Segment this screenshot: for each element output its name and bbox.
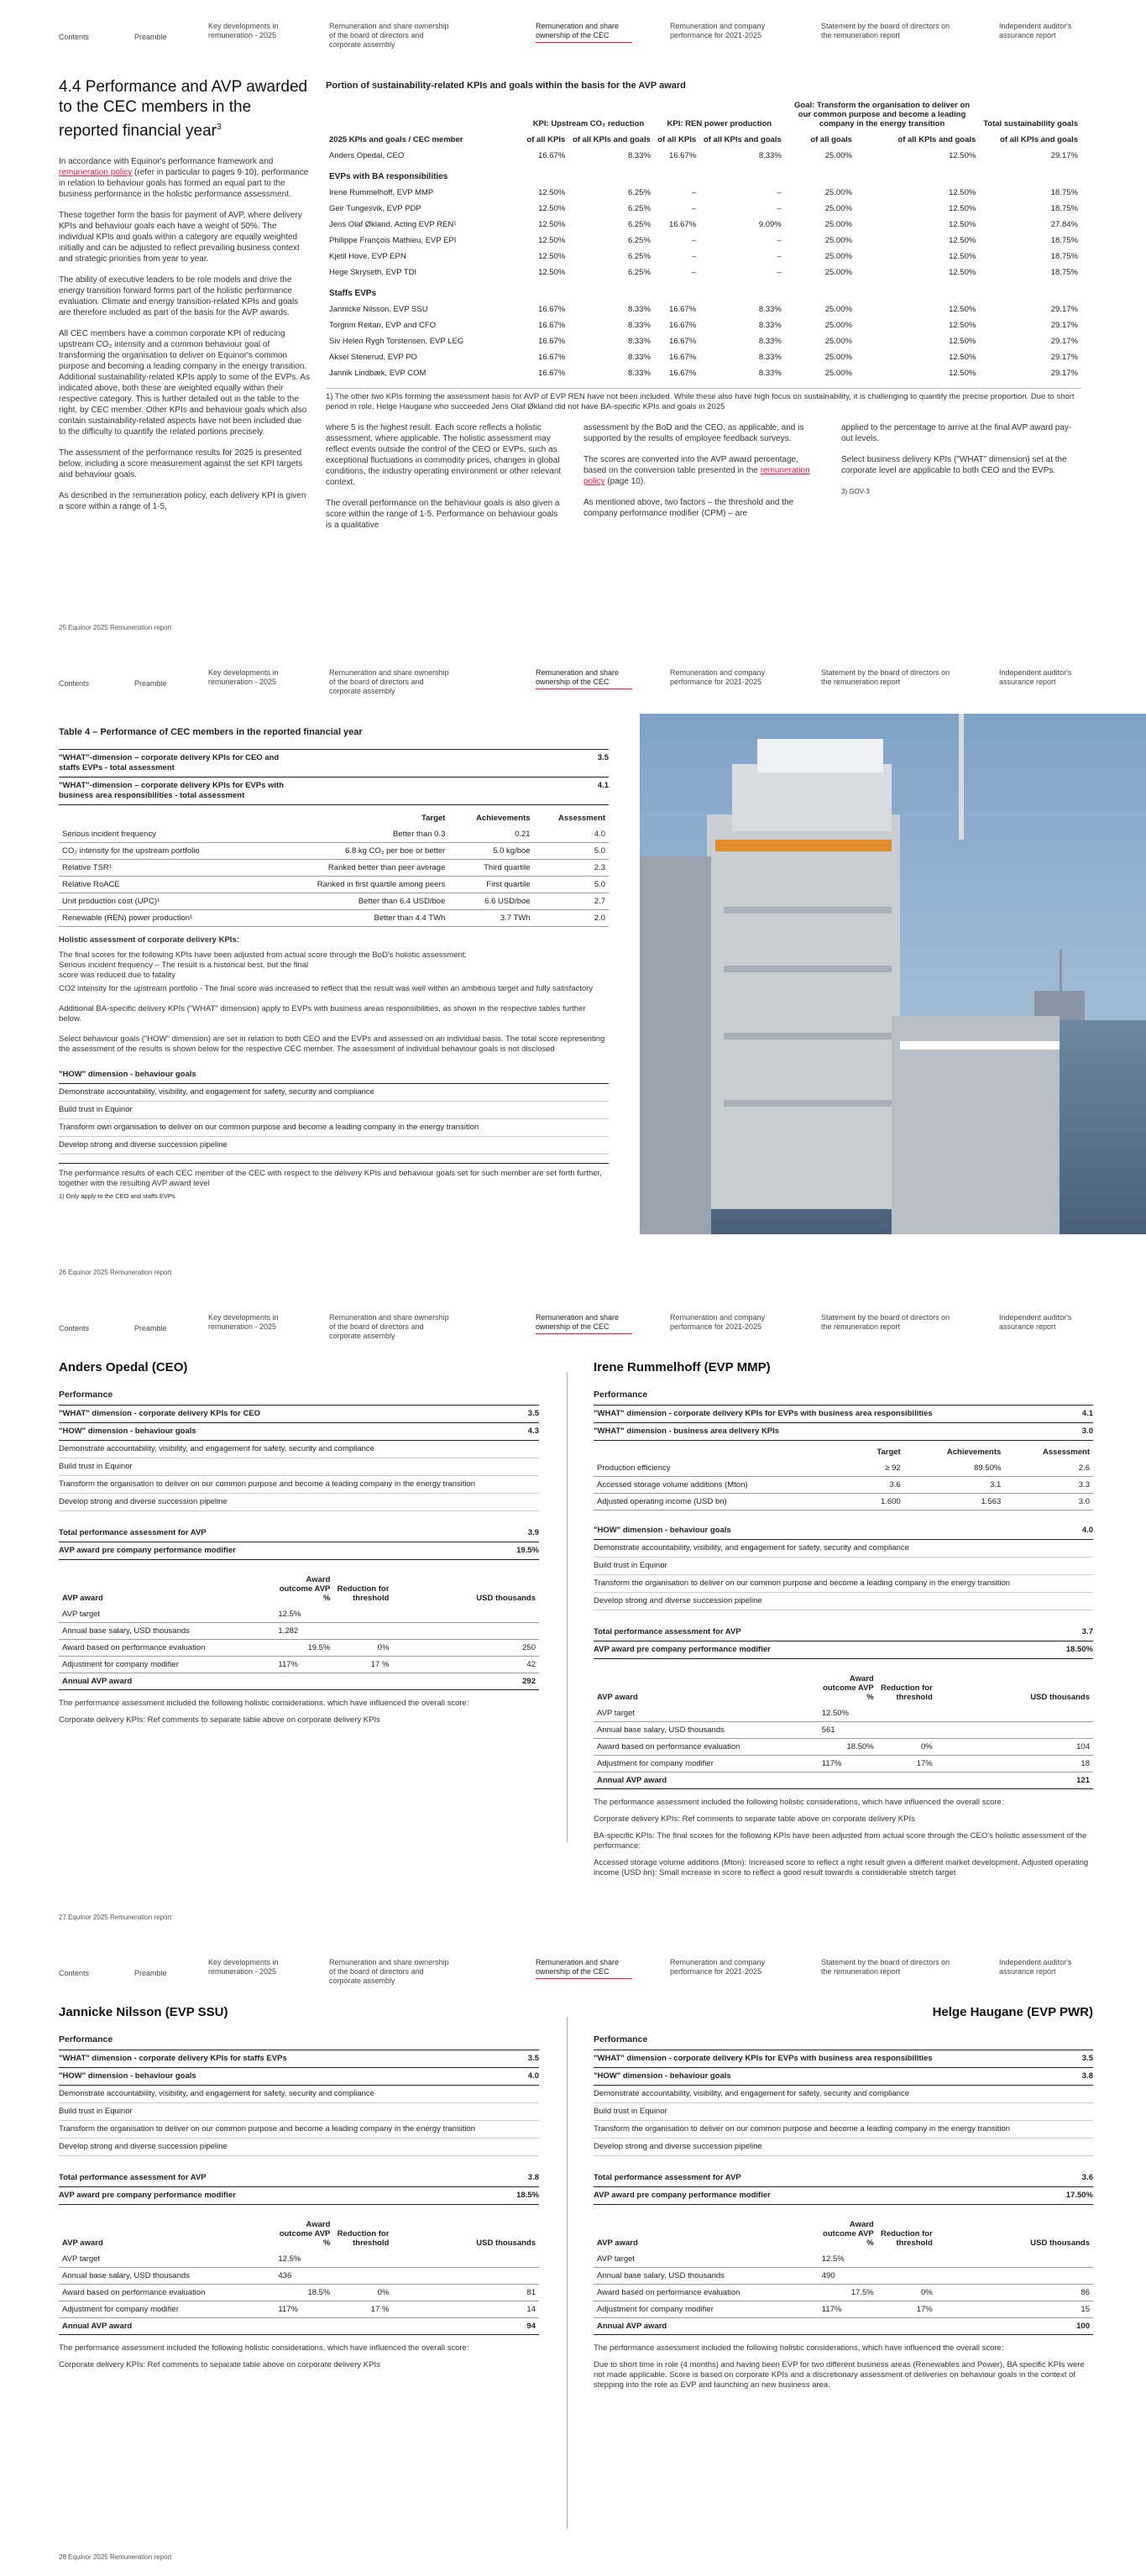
table-cell: 2.0	[534, 910, 609, 927]
total-assessment-row: Total performance assessment for AVP 3.7	[594, 1624, 1093, 1641]
table-cell: 6.8 kg CO₂ per boe or better	[260, 843, 448, 860]
table-cell: 9.09%	[758, 220, 782, 229]
table-row	[326, 185, 1081, 201]
table-cell: 16.67%	[538, 305, 566, 314]
table-cell: 16.67%	[668, 305, 697, 314]
table-cell: 8.33%	[758, 321, 782, 330]
nav-preamble[interactable]: Preamble	[134, 1324, 167, 1333]
table-row	[326, 264, 1081, 280]
table-cell: 16.67%	[538, 321, 566, 330]
table-cell: 12.50%	[538, 252, 566, 261]
intro-text: In accordance with Equinor's performance framework and remuneration policy (refer in particular to pages 9-10), performance in relation to behaviour goals has formed an equal part to the business performance in the holistic performance assessment. These together form the basis for payment of AVP, where delivery KPIs and behaviour goals each have a weight of 50%. The individual KPIs and goals within a category are equally weighted initially and can be adjusted to reflect prevailing business context and strategic priorities from year to year. The ability of executive leaders to be role models and drive the energy transition forward forms part of the holistic performance evaluation. Climate and energy transition-related KPIs and goals are therefore included as part of the basis for the AVP awards. All CEC members have a common corporate KPI of reducing upstream CO₂ intensity and a common behaviour goal of transforming the organisation to deliver on Equinor's common purpose and becoming a leading company in the energy transition. Additional sustainability-related KPIs apply to some of the EVPs. As indicated above, both these are weighted equally within their respective category. This is further detailed out in the table to the right, by CEC member. Other KPIs and behaviour goals which also contain sustainability-related aspects have not been included due to the difficulty to quantify the related portions precisely. The assessment of the performance results for 2025 is presented below, including a score measurement against the set KPI targets and behaviour goals. As described in the remuneration policy, each delivery KPI is given a score within a range of 1-5,	[59, 157, 311, 512]
how-dimension-row: "HOW" dimension - behaviour goals 3.8	[594, 2068, 1093, 2086]
table-cell: –	[691, 236, 697, 245]
table-cell: 25.00%	[824, 151, 852, 160]
nav-board-remuneration[interactable]: Remuneration and share ownership of the board of directors and corporate assembly	[329, 668, 449, 695]
left-column	[59, 77, 311, 522]
avp-target-row: AVP target 12.5%	[594, 2251, 1093, 2268]
performance-award-row: Award based on performance evaluation 17.5% 0% 86	[594, 2285, 1093, 2301]
annual-avp-row: Annual AVP award 292	[59, 1673, 539, 1690]
table-cell: 6.25%	[627, 188, 651, 197]
table-cell: 8.33%	[627, 305, 651, 314]
table-cell: 12.50%	[949, 305, 976, 314]
offshore-platform-photo	[640, 714, 1146, 1234]
remuneration-policy-link[interactable]: remuneration policy	[59, 168, 133, 178]
avp-target-row: AVP target 12.50%	[594, 1705, 1093, 1722]
table-row	[59, 893, 609, 910]
table-cell: 12.50%	[949, 204, 976, 213]
holistic-intro: The performance assessment included the following holistic considerations, which have influenced the overall score:	[59, 1699, 469, 1708]
table-cell: 29.17%	[1050, 337, 1078, 346]
person-name: Jannicke Nilsson (EVP SSU)	[59, 2005, 228, 2019]
nav-board-statement[interactable]: Statement by the board of directors on the remuneration report	[821, 1958, 950, 1976]
page-number: 25 Equinor 2025 Remuneration report	[59, 624, 172, 631]
table-cell: Kjetil Hove, EVP EPN	[329, 252, 406, 261]
nav-preamble[interactable]: Preamble	[134, 1969, 167, 1977]
table-cell: 8.33%	[627, 369, 651, 378]
table-footnote: 1) The other two KPIs forming the assessment basis for AVP of EVP REN have not been included. While these also have high focus on sustainability, it is challenging to quantify the precise proportion. Due to short period in role, Helge Haugane who succeeded Jens Olaf Økland did not have BA-specific KPIs and goals in 2025	[326, 388, 1081, 412]
avp-award-table: AVP award Award outcome AVP % Reduction for threshold USD thousands AVP target 12.50% Annual base salary, USD thousands 561 Award based on performance evaluation 18.50% 0% 104 Adjustment for company modifier 117% 17% 18 Annual AVP award 121	[594, 1671, 1093, 1789]
behaviour-goal: Demonstrate accountability, visibility, and engagement for safety, security and compliance	[594, 1540, 1093, 1558]
table-cell: 8.33%	[758, 151, 782, 160]
report-page-28	[0, 1936, 1146, 2576]
table-cell: 12.50%	[949, 268, 976, 277]
holistic-intro: The performance assessment included the following holistic considerations, which have influenced the overall score:	[594, 1798, 1004, 1807]
behaviour-goal: Build trust in Equinor	[594, 2103, 1093, 2121]
total-assessment-row: Total performance assessment for AVP 3.6	[594, 2170, 1093, 2187]
performance-heading: Performance	[59, 1390, 113, 1400]
table-cell: CO₂ intensity for the upstream portfolio	[59, 843, 260, 860]
column-divider	[567, 2017, 568, 2529]
table-cell: 29.17%	[1050, 321, 1078, 330]
table-cell: 12.50%	[949, 151, 976, 160]
table-cell: Serious incident frequency	[59, 826, 260, 843]
table-cell: 25.00%	[824, 204, 852, 213]
table-cell: 12.50%	[949, 353, 976, 362]
table-cell: 25.00%	[824, 369, 852, 378]
table-cell: Ranked better than peer average	[260, 860, 448, 877]
nav-board-remuneration[interactable]: Remuneration and share ownership of the board of directors and corporate assembly	[329, 1958, 449, 1985]
table-title: Table 4 – Performance of CEC members in the reported financial year	[59, 727, 363, 737]
behaviour-goal	[59, 1102, 609, 1119]
table-row: Accessed storage volume additions (Mton) 3.6 3.1 3.3	[594, 1477, 1093, 1494]
table-row	[326, 233, 1081, 249]
nav-auditor-report[interactable]: Independent auditor's assurance report	[999, 1313, 1072, 1331]
nav-contents[interactable]: Contents	[59, 1969, 90, 1977]
table-cell: Better than 6.4 USD/boe	[260, 893, 448, 910]
table-cell: 2.3	[534, 860, 609, 877]
table-cell: Philippe François Mathieu, EVP EPI	[329, 236, 457, 245]
salary-row: Annual base salary, USD thousands 561	[594, 1722, 1093, 1739]
nav-board-statement[interactable]: Statement by the board of directors on the remuneration report	[821, 1313, 950, 1331]
report-page-25	[0, 0, 1146, 647]
behaviour-goal: Build trust in Equinor	[594, 1558, 1093, 1575]
behaviour-goal	[59, 1084, 609, 1102]
nav-preamble[interactable]: Preamble	[134, 679, 167, 688]
table-cell: 12.50%	[538, 188, 566, 197]
table-cell: –	[777, 252, 782, 261]
salary-row: Annual base salary, USD thousands 436	[59, 2268, 539, 2285]
performance-heading: Performance	[594, 2034, 648, 2045]
table-cell: 18.75%	[1050, 188, 1078, 197]
table-row	[326, 201, 1081, 217]
table-cell: Torgrim Reitan, EVP and CFO	[329, 321, 437, 330]
how-dimension-row: "HOW" dimension - behaviour goals 4.0	[59, 2068, 539, 2086]
nav-board-remuneration[interactable]: Remuneration and share ownership of the board of directors and corporate assembly	[329, 1313, 449, 1340]
annual-avp-row: Annual AVP award 94	[59, 2318, 539, 2335]
table-cell: 25.00%	[824, 236, 852, 245]
table-cell: 3.7 TWh	[448, 910, 533, 927]
top-navigation	[59, 1958, 1129, 1983]
what-dimension-row: "WHAT" dimension - corporate delivery KPIs for staffs EVPs 3.5	[59, 2050, 539, 2068]
performance-heading: Performance	[594, 1390, 648, 1400]
avp-target-row: AVP target 12.5%	[59, 2251, 539, 2268]
holistic-note: Corporate delivery KPIs: Ref comments to separate table above on corporate delivery KPIs	[59, 2360, 380, 2369]
table-cell: 18.75%	[1050, 236, 1078, 245]
table-row	[326, 148, 1081, 164]
table-cell: 18.75%	[1050, 204, 1078, 213]
what-dimension-row: "WHAT" dimension - corporate delivery KPIs for EVPs with business area responsibilities 4.1	[594, 1405, 1093, 1423]
nav-key-developments[interactable]: Key developments in remuneration - 2025	[208, 668, 279, 686]
modifier-row: Adjustment for company modifier 117% 17% 18	[594, 1756, 1093, 1772]
table-cell: First quartile	[448, 877, 533, 893]
table-cell: 25.00%	[824, 353, 852, 362]
table-cell: 12.50%	[949, 369, 976, 378]
table-cell: –	[777, 236, 782, 245]
annual-avp-row: Annual AVP award 121	[594, 1772, 1093, 1789]
nav-board-remuneration[interactable]: Remuneration and share ownership of the board of directors and corporate assembly	[329, 22, 449, 49]
nav-key-developments[interactable]: Key developments in remuneration - 2025	[208, 22, 279, 39]
table-cell: 16.67%	[668, 369, 697, 378]
table-cell: 12.50%	[538, 220, 566, 229]
table-cell: 18.75%	[1050, 268, 1078, 277]
person-name: Anders Opedal (CEO)	[59, 1360, 188, 1374]
holistic-intro: The performance assessment included the following holistic considerations, which have influenced the overall score:	[594, 2343, 1004, 2353]
performance-award-row: Award based on performance evaluation 18.50% 0% 104	[594, 1739, 1093, 1756]
table-cell: Aksel Stenerud, EVP PO	[329, 353, 417, 362]
nav-cec-remuneration[interactable]: Remuneration and share ownership of the CEC	[536, 22, 632, 43]
table-cell: Geir Tungesvik, EVP PDP	[329, 204, 421, 213]
table-cell: 25.00%	[824, 252, 852, 261]
table-cell: Relative TSR¹	[59, 860, 260, 877]
table-row: Adjusted operating income (USD bn) 1.600 1.563 3.0	[594, 1494, 1093, 1511]
page-number: 27 Equinor 2025 Remuneration report	[59, 1914, 172, 1921]
table-cell: 25.00%	[824, 268, 852, 277]
behaviour-goal: Build trust in Equinor	[59, 1458, 539, 1476]
table-cell: 16.67%	[668, 220, 697, 229]
table-row	[326, 301, 1081, 317]
modifier-row: Adjustment for company modifier 117% 17% 15	[594, 2301, 1093, 2318]
behaviour-goal: Develop strong and diverse succession pipeline	[59, 1494, 539, 1511]
behaviour-goal	[59, 1137, 609, 1154]
avp-award-table: AVP award Award outcome AVP % Reduction for threshold USD thousands AVP target 12.5% Annual base salary, USD thousands 490 Award based on performance evaluation 17.5% 0% 86 Adjustment for company modifier 117% 17% 15 Annual AVP award 100	[594, 2217, 1093, 2335]
policy-link-2[interactable]: remuneration policy	[583, 466, 810, 486]
table-row	[59, 877, 609, 893]
how-dimension-row: "HOW" dimension - behaviour goals 4.3	[59, 1423, 539, 1441]
performance-award-row: Award based on performance evaluation 19.5% 0% 250	[59, 1640, 539, 1657]
table-cell: Hege Skryseth, EVP TDI	[329, 268, 417, 277]
table-cell: 8.33%	[758, 369, 782, 378]
table-cell: 25.00%	[824, 337, 852, 346]
table-cell: Jannik Lindbæk, EVP COM	[329, 369, 426, 378]
nav-contents[interactable]: Contents	[59, 33, 90, 41]
table-cell: 16.67%	[668, 353, 697, 362]
top-navigation	[59, 22, 1129, 47]
nav-contents[interactable]: Contents	[59, 679, 90, 688]
table-cell: 16.67%	[538, 353, 566, 362]
table-cell: 8.33%	[627, 337, 651, 346]
nav-auditor-report[interactable]: Independent auditor's assurance report	[999, 22, 1072, 39]
table-cell: 25.00%	[824, 305, 852, 314]
table-cell: 2.7	[534, 893, 609, 910]
table-cell: 29.17%	[1050, 305, 1078, 314]
total-assessment-row: Total performance assessment for AVP 3.8	[59, 2170, 539, 2187]
report-page-27	[0, 1291, 1146, 1936]
table-cell: 5.0 kg/boe	[448, 843, 533, 860]
table-cell: 29.17%	[1050, 151, 1078, 160]
top-navigation	[59, 1313, 1129, 1338]
table-row	[59, 910, 609, 927]
table-title: Portion of sustainability-related KPIs and goals within the basis for the AVP award	[326, 81, 686, 91]
table-cell: 8.33%	[758, 353, 782, 362]
goal-text: Demonstrate accountability, visibility, and engagement for safety, security and compliance	[59, 1087, 374, 1097]
table-cell: 0.21	[448, 826, 533, 843]
table-cell: Anders Opedal, CEO	[329, 151, 405, 160]
table-cell: 12.50%	[949, 337, 976, 346]
table-cell: –	[777, 188, 782, 197]
helge-card	[594, 2005, 1093, 2390]
nav-company-performance[interactable]: Remuneration and company performance for 2021-2025	[670, 1313, 766, 1331]
person-name: Helge Haugane (EVP PWR)	[932, 2005, 1093, 2019]
table-cell: Third quartile	[448, 860, 533, 877]
page-number: 26 Equinor 2025 Remuneration report	[59, 1269, 172, 1276]
table-cell: 12.50%	[949, 321, 976, 330]
nav-company-performance[interactable]: Remuneration and company performance for 2021-2025	[670, 1958, 766, 1976]
table-cell: 29.17%	[1050, 353, 1078, 362]
table-cell: 6.25%	[627, 268, 651, 277]
nav-key-developments[interactable]: Key developments in remuneration - 2025	[208, 1313, 279, 1331]
table-cell: 6.25%	[627, 252, 651, 261]
table-cell: 6.25%	[627, 236, 651, 245]
holistic-note: Accessed storage volume additions (Mton): Increased score to reflect a right result given a different market development. Adjusted operating income (USD bn): Small increase in score to reflect a good result towards a considerable stretch target	[594, 1858, 1089, 1877]
what-dimension-row: "WHAT" dimension - corporate delivery KPIs for EVPs with business area responsibilities 3.5	[594, 2050, 1093, 2068]
table-cell: –	[691, 252, 697, 261]
cpm-row: AVP award pre company performance modifier 19.5%	[59, 1542, 539, 1560]
text-col-4: applied to the percentage to arrive at the final AVP award pay-out levels. Select business delivery KPIs ("WHAT" dimension) set at the corporate level are applicable to both CEO and the EVPs. 3) GOV-3	[841, 423, 1072, 495]
ba-dimension-row: "WHAT" dimension - business area delivery KPIs 3.0	[594, 1423, 1093, 1441]
avp-award-table: AVP award Award outcome AVP % Reduction for threshold USD thousands AVP target 12.5% Annual base salary, USD thousands 1,282 Award based on performance evaluation 19.5% 0% 250 Adjustment for company modifier 117% 17 % 42 Annual AVP award 292	[59, 1572, 539, 1690]
table-cell: 5.0	[534, 843, 609, 860]
holistic-note: Corporate delivery KPIs: Ref comments to separate table above on corporate delivery KPIs	[594, 1814, 915, 1824]
table-cell: 4.0	[534, 826, 609, 843]
table-cell: 16.67%	[538, 337, 566, 346]
total-assessment-row: Total performance assessment for AVP 3.9	[59, 1525, 539, 1542]
nav-board-statement[interactable]: Statement by the board of directors on the remuneration report	[821, 22, 950, 39]
table-cell: Renewable (REN) power production¹	[59, 910, 260, 927]
modifier-row: Adjustment for company modifier 117% 17 % 42	[59, 1657, 539, 1673]
table-cell: 29.17%	[1050, 369, 1078, 378]
table-cell: Irene Rummelhoff, EVP MMP	[329, 188, 434, 197]
nav-cec-remuneration[interactable]: Remuneration and share ownership of the CEC	[536, 1958, 632, 1979]
table-cell: 8.33%	[758, 337, 782, 346]
nav-cec-remuneration[interactable]: Remuneration and share ownership of the CEC	[536, 668, 632, 689]
nav-auditor-report[interactable]: Independent auditor's assurance report	[999, 1958, 1072, 1976]
table-cell: 16.67%	[538, 369, 566, 378]
ba-kpi-table: Target Achievements Assessment Production efficiency ≥ 92 89.50% 2.6 Accessed storage volume additions (Mton) 3.6 3.1 3.3 Adjusted operating income (USD bn) 1.600 1.563 3.0	[594, 1444, 1093, 1511]
table-cell: Siv Helen Rygh Torstensen, EVP LEG	[329, 337, 464, 346]
annual-avp-row: Annual AVP award 100	[594, 2318, 1093, 2335]
holistic-note: BA-specific KPIs: The final scores for the following KPIs have been adjusted from actual score through the CEO's holistic assessment of the performance:	[594, 1831, 1087, 1851]
table-cell: –	[691, 188, 697, 197]
behaviour-goal: Develop strong and diverse succession pipeline	[594, 2139, 1093, 2156]
table-cell: 12.50%	[949, 188, 976, 197]
behaviour-goal: Transform the organisation to deliver on our common purpose and become a leading company in the energy transition	[59, 2121, 539, 2139]
behaviour-goal: Demonstrate accountability, visibility, and engagement for safety, security and compliance	[59, 2086, 539, 2103]
what-dimension-row: "WHAT" dimension - corporate delivery KPIs for CEO 3.5	[59, 1405, 539, 1423]
table-cell: 12.50%	[949, 220, 976, 229]
table-cell: 12.50%	[949, 252, 976, 261]
behaviour-goal: Build trust in Equinor	[59, 2103, 539, 2121]
section-title: 4.4 Performance and AVP awarded to the CEC members in the reported financial year$^3$	[59, 78, 308, 140]
table-row	[326, 333, 1081, 349]
goal-text: Develop strong and diverse succession pipeline	[59, 1140, 228, 1149]
table-cell: –	[777, 268, 782, 277]
sustainability-kpi-table: Portion of sustainability-related KPIs and goals within the basis for the AVP award KPI: Upstream CO₂ reduction KPI: REN power production Goal: Transform the organisation to deliver on our common purpose and become a leading company in the energy transition Total sustainability goals 2025 KPIs and goals / CEC member of all KPIs of all KPIs and goals of all KPIs of all KPIs and goals of all goals of all KPIs and goals of all KPIs and goals Anders Opedal, CEO 16.67% 8.33% 16.67% 8.33% 25.00% 12.50% 29.17% EVPs with BA responsibilities Irene Rummelhoff, EVP MMP 12.50% 6.25% – – 25.00% 12.50% 18.75% Geir Tungesvik, EVP PDP 12.50% 6.25% – – 25.00% 12.50% 18.75% Jens Olaf Økland, Acting EVP REN¹ 12.50% 6.25% 16.67% 9.09% 25.00% 12.50% 27.84% Philippe François Mathieu, EVP EPI 12.50% 6.25% – – 25.00% 12.50% 18.75% Kjetil Hove, EVP EPN 12.50% 6.25% – – 25.00% 12.50% 18.75% Hege Skryseth, EVP TDI 12.50% 6.25% – – 25.00% 12.50% 18.75% Staffs EVPs Jannicke Nilsson, EVP SSU 16.67% 8.33% 16.67% 8.33% 25.00% 12.50% 29.17% Torgrim Reitan, EVP and CFO 16.67% 8.33% 16.67% 8.33% 25.00% 12.50% 29.17% Siv Helen Rygh Torstensen, EVP LEG 16.67% 8.33% 16.67% 8.33% 25.00% 12.50% 29.17% Aksel Stenerud, EVP PO 16.67% 8.33% 16.67% 8.33% 25.00% 12.50% 29.17% Jannik Lindbæk, EVP COM 16.67% 8.33% 16.67% 8.33% 25.00% 12.50% 29.17% 1) The other two KPIs forming the assessment basis for AVP of EVP REN have not been included. While these also have high focus on sustainability, it is challenging to quantify the precise proportion. Due to short period in role, Helge Haugane who succeeded Jens Olaf Økland did not have BA-specific KPIs and goals in 2025 where 5 is the highest result. Each score reflects a holistic assessment, where applicable. The holistic assessment may reflect events outside the control of the CEO or EVPs, such as exceptional fluctuations in commodity prices, changes in global conditions, the industry operating environment or other relevant context. The overall performance on the behaviour goals is also given a score within the range of 1-5. Performance on behaviour goals is a qualitative assessment by the BoD and the CEO, as applicable, and is supported by the results of employee feedback surveys. The scores are converted into the AVP award percentage, based on the conversion table presented in the remuneration policy (page 10). As mentioned above, two factors – the threshold and the company performance modifier (CPM) – are applied to the percentage to arrive at the final AVP award pay-out levels. Select business delivery KPIs ("WHAT" dimension) set at the corporate level are applicable to both CEO and the EVPs. 3) GOV-3	[326, 81, 1081, 541]
ceo-card	[59, 1360, 539, 1725]
nav-company-performance[interactable]: Remuneration and company performance for 2021-2025	[670, 668, 766, 686]
holistic-note: Due to short time in role (4 months) and having been EVP for two different business areas (Renewables and Power), BA specific KPIs were not made applicable. Score is based on corporate KPIs and a discretionary assessment of deliveries on behaviour goals in the context of stepping into the role as EVP and launching an new business area.	[594, 2360, 1085, 2390]
report-page-26	[0, 647, 1146, 1291]
cpm-row: AVP award pre company performance modifier 17.50%	[594, 2187, 1093, 2205]
nav-contents[interactable]: Contents	[59, 1324, 90, 1333]
table-row: Production efficiency ≥ 92 89.50% 2.6	[594, 1460, 1093, 1477]
cpm-row: AVP award pre company performance modifier 18.50%	[594, 1641, 1093, 1659]
table-cell: 8.33%	[758, 305, 782, 314]
table-cell: Better than 0.3	[260, 826, 448, 843]
table-row	[59, 860, 609, 877]
performance-heading: Performance	[59, 2034, 113, 2045]
performance-table-4: Table 4 – Performance of CEC members in the reported financial year "WHAT"-dimension – corporate delivery KPIs for CEO and staffs EVPs - total assessment 3.5 "WHAT"-dimension – corporate delivery KPIs for EVPs with business area responsibilities - total assessment 4.1 Target Achievements Assessment Serious incident frequency Better than 0.3 0.21 4.0 CO₂ intensity for the upstream portfolio 6.8 kg CO₂ per boe or better 5.0 kg/boe 5.0 Relative TSR¹ Ranked better than peer average Third quartile 2.3 Relative RoACE Ranked in first quartile among peers First quartile 5.0 Unit production cost (UPC)¹ Better than 6.4 USD/boe 6.6 USD/boe 2.7 Renewable (REN) power production¹ Better than 4.4 TWh 3.7 TWh 2.0 Holistic assessment of corporate delivery KPIs: The final scores for the following KPIs have been adjusted from actual score through the BoD's holistic assessment: Serious incident frequency – The result is a historical best, but the final score was reduced due to fatality CO2 intensity for the upstream portfolio - The final score was increased to reflect that the result was well within an ambitious target and fully satisfactory Additional BA-specific delivery KPIs ("WHAT" dimension) apply to EVPs with business areas responsibilities, as shown in the respective tables further below. Select behaviour goals ("HOW" dimension) are set in relation to both CEO and the EVPs and assessed on an individual basis. The total score representing the assessment of the results is shown below for the respective CEC member. The assessment of individual behaviour goals is not disclosed "HOW" dimension - behaviour goals Demonstrate accountability, visibility, and engagement for safety, security and compliance Build trust in Equinor Transform own organisation to deliver on our common purpose and become a leading company in the energy transition Develop strong and diverse succession pipeline The performance results of each CEC member of the CEC with respect to the delivery KPIs and behaviour goals set for such member are set forth further, together with the resulting AVP award level 1) Only apply to the CEO and staffs EVPs	[59, 727, 609, 1200]
table-cell: 27.84%	[1050, 220, 1078, 229]
behaviour-goal: Transform the organisation to deliver on our common purpose and become a leading company in the energy transition	[594, 1575, 1093, 1593]
nav-key-developments[interactable]: Key developments in remuneration - 2025	[208, 1958, 279, 1976]
table-row	[59, 826, 609, 843]
table-cell: 12.50%	[538, 236, 566, 245]
table-cell: 6.25%	[627, 204, 651, 213]
table-row	[59, 843, 609, 860]
table-cell: –	[777, 204, 782, 213]
table-cell: Jannicke Nilsson, EVP SSU	[329, 305, 428, 314]
salary-row: Annual base salary, USD thousands 490	[594, 2268, 1093, 2285]
how-dimension-row: "HOW" dimension - behaviour goals 4.0	[594, 1522, 1093, 1540]
table-cell: 16.67%	[668, 321, 697, 330]
holistic-note: Corporate delivery KPIs: Ref comments to separate table above on corporate delivery KPIs	[59, 1715, 380, 1725]
column-divider	[567, 1372, 568, 1842]
avp-target-row: AVP target 12.5%	[59, 1606, 539, 1623]
nav-auditor-report[interactable]: Independent auditor's assurance report	[999, 668, 1072, 686]
table-cell: 8.33%	[627, 321, 651, 330]
table-cell: 25.00%	[824, 188, 852, 197]
table-cell: 6.6 USD/boe	[448, 893, 533, 910]
table-cell: 16.67%	[668, 337, 697, 346]
behaviour-goal: Develop strong and diverse succession pipeline	[59, 2139, 539, 2156]
modifier-row: Adjustment for company modifier 117% 17 % 14	[59, 2301, 539, 2318]
behaviour-goal	[59, 1119, 609, 1137]
table-cell: –	[691, 268, 697, 277]
table-cell: 16.67%	[668, 151, 697, 160]
jannicke-card	[59, 2005, 539, 2370]
page-number: 28 Equinor 2025 Remuneration report	[59, 2553, 172, 2561]
table-row	[326, 365, 1081, 381]
behaviour-goal: Develop strong and diverse succession pipeline	[594, 1593, 1093, 1610]
holistic-intro: The performance assessment included the following holistic considerations, which have influenced the overall score:	[59, 2343, 469, 2353]
behaviour-goal: Demonstrate accountability, visibility, and engagement for safety, security and compliance	[59, 1441, 539, 1458]
irene-card	[594, 1360, 1093, 1878]
nav-preamble[interactable]: Preamble	[134, 33, 167, 41]
table-cell: 12.50%	[949, 236, 976, 245]
behaviour-goal: Transform the organisation to deliver on our common purpose and become a leading company in the energy transition	[594, 2121, 1093, 2139]
table-cell: Unit production cost (UPC)¹	[59, 893, 260, 910]
table-row	[326, 217, 1081, 233]
table-cell: 18.75%	[1050, 252, 1078, 261]
table-cell: 12.50%	[538, 268, 566, 277]
table-cell: Relative RoACE	[59, 877, 260, 893]
table-cell: –	[691, 204, 697, 213]
table-cell: Better than 4.4 TWh	[260, 910, 448, 927]
table-cell: 6.25%	[627, 220, 651, 229]
salary-row: Annual base salary, USD thousands 1,282	[59, 1623, 539, 1640]
performance-award-row: Award based on performance evaluation 18.5% 0% 81	[59, 2285, 539, 2301]
table-cell: 8.33%	[627, 353, 651, 362]
table-cell: Ranked in first quartile among peers	[260, 877, 448, 893]
table-row	[326, 249, 1081, 264]
table-cell: 25.00%	[824, 220, 852, 229]
nav-cec-remuneration[interactable]: Remuneration and share ownership of the CEC	[536, 1313, 632, 1334]
table-cell: 16.67%	[538, 151, 566, 160]
table-cell: 25.00%	[824, 321, 852, 330]
table-row	[326, 349, 1081, 365]
text-col-2: where 5 is the highest result. Each score reflects a holistic assessment, where applicable. The holistic assessment may reflect events outside the control of the CEO or EVPs, such as exceptional fluctuations in commodity prices, changes in global conditions, the industry operating environment or other relevant context. The overall performance on the behaviour goals is also given a score within the range of 1-5. Performance on behaviour goals is a qualitative	[326, 423, 562, 530]
nav-company-performance[interactable]: Remuneration and company performance for 2021-2025	[670, 22, 766, 39]
top-navigation	[59, 668, 1129, 694]
goal-text: Build trust in Equinor	[59, 1105, 133, 1114]
table-cell: 5.0	[534, 877, 609, 893]
behaviour-goal: Transform the organisation to deliver on our common purpose and become a leading company in the energy transition	[59, 1476, 539, 1494]
table-cell: 12.50%	[538, 204, 566, 213]
table-row	[326, 317, 1081, 333]
behaviour-goal: Demonstrate accountability, visibility, and engagement for safety, security and compliance	[594, 2086, 1093, 2103]
cpm-row: AVP award pre company performance modifier 18.5%	[59, 2187, 539, 2205]
person-name: Irene Rummelhoff (EVP MMP)	[594, 1360, 771, 1374]
text-col-3: assessment by the BoD and the CEO, as applicable, and is supported by the results of employee feedback surveys. The scores are converted into the AVP award percentage, based on the conversion table presented in the remuneration policy (page 10). As mentioned above, two factors – the threshold and the company performance modifier (CPM) – are	[583, 423, 810, 518]
goal-text: Transform own organisation to deliver on our common purpose and become a leading company in the energy transition	[59, 1123, 479, 1132]
table-cell: 8.33%	[627, 151, 651, 160]
avp-award-table: AVP award Award outcome AVP % Reduction for threshold USD thousands AVP target 12.5% Annual base salary, USD thousands 436 Award based on performance evaluation 18.5% 0% 81 Adjustment for company modifier 117% 17 % 14 Annual AVP award 94	[59, 2217, 539, 2335]
table-cell: Jens Olaf Økland, Acting EVP REN¹	[329, 220, 457, 229]
nav-board-statement[interactable]: Statement by the board of directors on the remuneration report	[821, 668, 950, 686]
